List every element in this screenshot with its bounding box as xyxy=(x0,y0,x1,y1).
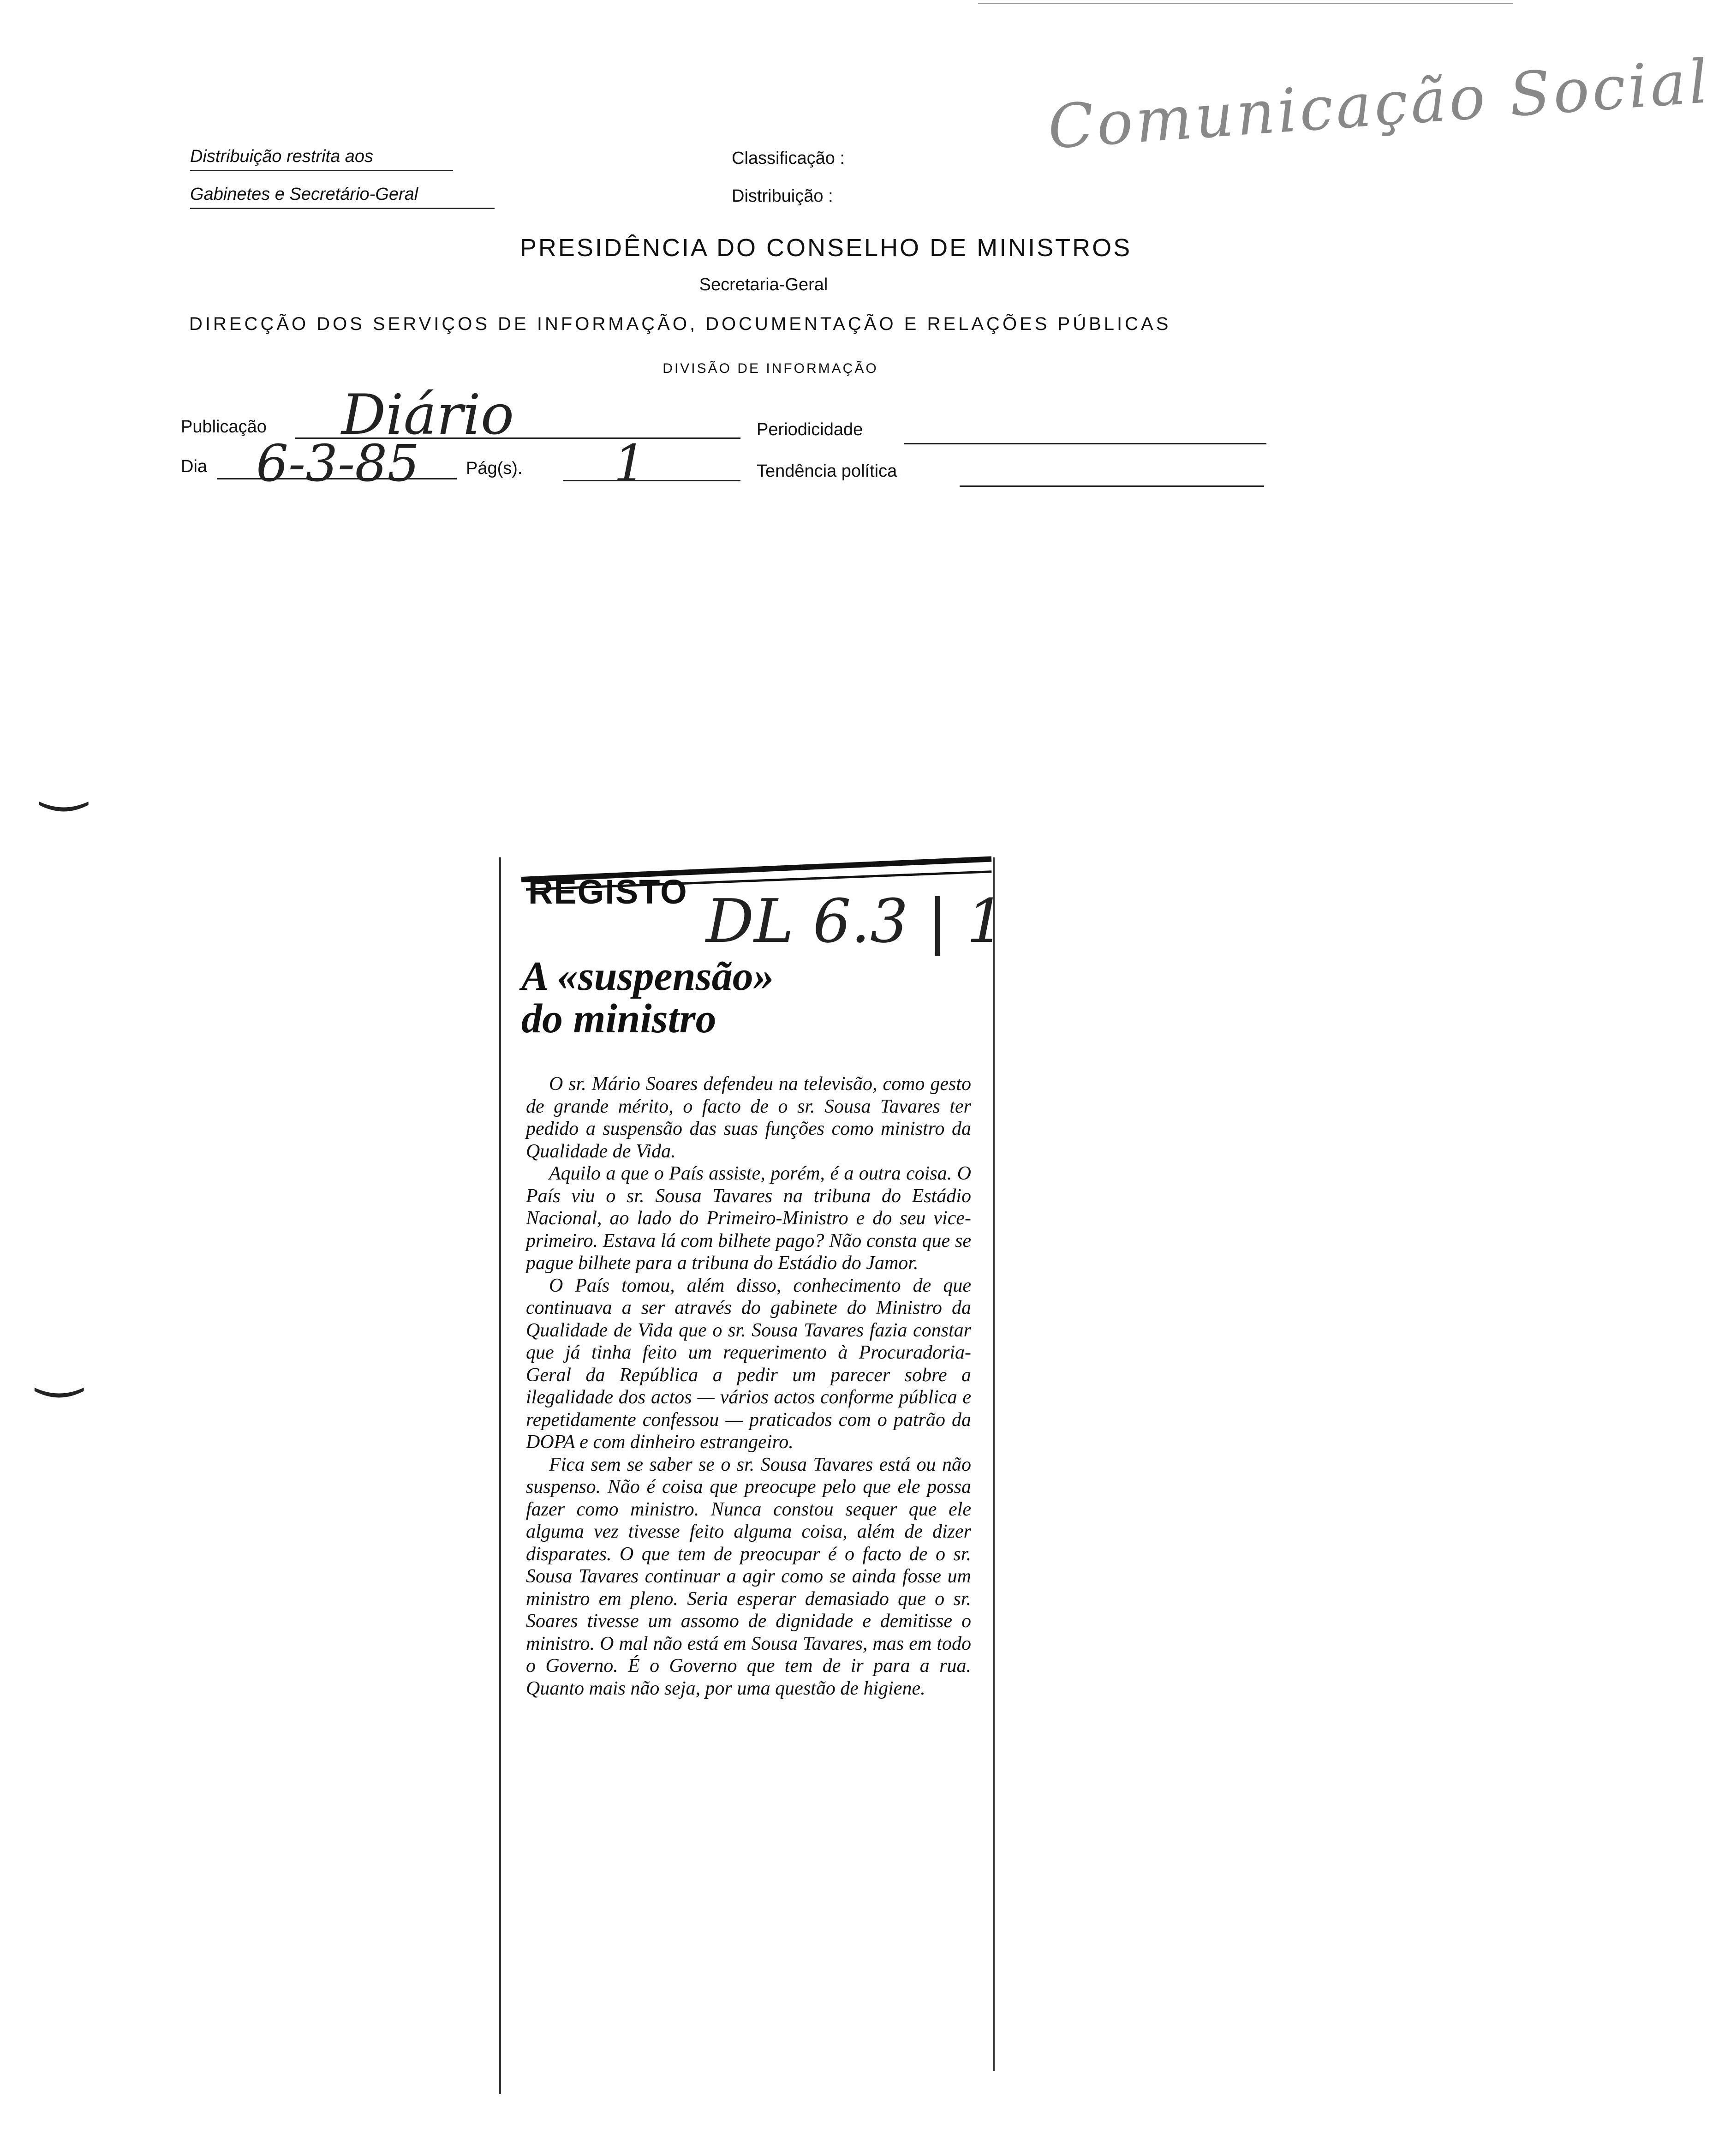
headline-line-2: do ministro xyxy=(521,995,716,1042)
section-label: REGISTO xyxy=(528,873,688,911)
top-edge-rule xyxy=(978,3,1513,4)
article-body xyxy=(526,1073,971,1700)
distribution-restricted-line1: Distribuição restrita aos xyxy=(190,147,374,166)
periodicity-line xyxy=(904,443,1266,444)
margin-arc-mark: ‿ xyxy=(42,749,86,810)
clipping-handwritten-reference: DL 6.3 | 1 xyxy=(706,886,1005,956)
headline-line-1: A «suspensão» xyxy=(521,953,774,999)
document-title: PRESIDÊNCIA DO CONSELHO DE MINISTROS xyxy=(519,234,1132,262)
periodicity-label: Periodicidade xyxy=(757,420,863,439)
pages-handwritten: 1 xyxy=(614,434,646,493)
day-handwritten: 6-3-85 xyxy=(256,434,420,493)
classification-label: Classificação : xyxy=(732,149,845,168)
article-paragraph: O sr. Mário Soares defendeu na televisão, como gesto de grande mérito, o facto de o sr. Sousa Tavares ter pedido a suspensão das suas funções como ministro da Qualidade de Vida. xyxy=(526,1073,971,1162)
distribution-underline-1 xyxy=(190,170,453,171)
document-subtitle: Secretaria-Geral xyxy=(699,275,828,294)
distribution-underline-2 xyxy=(190,208,495,209)
publication-handwritten: Diário xyxy=(341,383,514,447)
day-label: Dia xyxy=(181,457,208,476)
article-headline xyxy=(521,955,774,1040)
political-tendency-line xyxy=(960,485,1264,487)
margin-arc-mark: ‿ xyxy=(37,1335,82,1396)
article-paragraph: Fica sem se saber se o sr. Sousa Tavares está ou não suspenso. Não é coisa que preocupe pelo que ele possa fazer como ministro. Nunca constou sequer que ele alguma vez tivesse feito alguma coisa, além de dizer disparates. O que tem de preocupar é o facto de o sr. Sousa Tavares continuar a agir como se ainda fosse um ministro em pleno. Seria esperar demasiado que o sr. Soares tivesse um assomo de dignidade e demitisse o ministro. O mal não está em Sousa Tavares, mas em todo o Governo. É o Governo que tem de ir para a rua. Quanto mais não seja, por uma questão de higiene. xyxy=(526,1454,971,1699)
article-paragraph: O País tomou, além disso, conhecimento de que continuava a ser através do gabinete do Ministro da Qualidade de Vida que o sr. Sousa Tavares fazia constar que já tinha feito um requerimento à Procuradoria-Geral da República a pedir um parecer sobre a ilegalidade dos actos — vários actos conforme pública e repetidamente confessou — praticados com o patrão da DOPA e com dinheiro estrangeiro. xyxy=(526,1275,971,1453)
article-paragraph: Aquilo a que o País assiste, porém, é a outra coisa. O País viu o sr. Sousa Tavares na tribuna do Estádio Nacional, ao lado do Primeiro-Ministro e do seu vice-primeiro. Estava lá com bilhete pago? Não consta que se pague bilhete para a tribuna do Estádio do Jamor. xyxy=(526,1163,971,1274)
pages-line xyxy=(563,480,740,481)
publication-label: Publicação xyxy=(181,417,267,437)
corner-handwritten-note: Comunicação Social xyxy=(1045,46,1713,163)
pages-label: Pág(s). xyxy=(466,459,523,478)
political-tendency-label: Tendência política xyxy=(757,461,897,481)
direction-line: DIRECÇÃO DOS SERVIÇOS DE INFORMAÇÃO, DOCUMENTAÇÃO E RELAÇÕES PÚBLICAS xyxy=(189,314,1171,334)
clipping-right-rule xyxy=(993,857,995,2071)
clipping-left-rule xyxy=(499,857,501,2094)
distribution-restricted-line2: Gabinetes e Secretário-Geral xyxy=(190,185,418,204)
division-line: DIVISÃO DE INFORMAÇÃO xyxy=(663,361,878,376)
distribution-label: Distribuição : xyxy=(732,186,833,206)
